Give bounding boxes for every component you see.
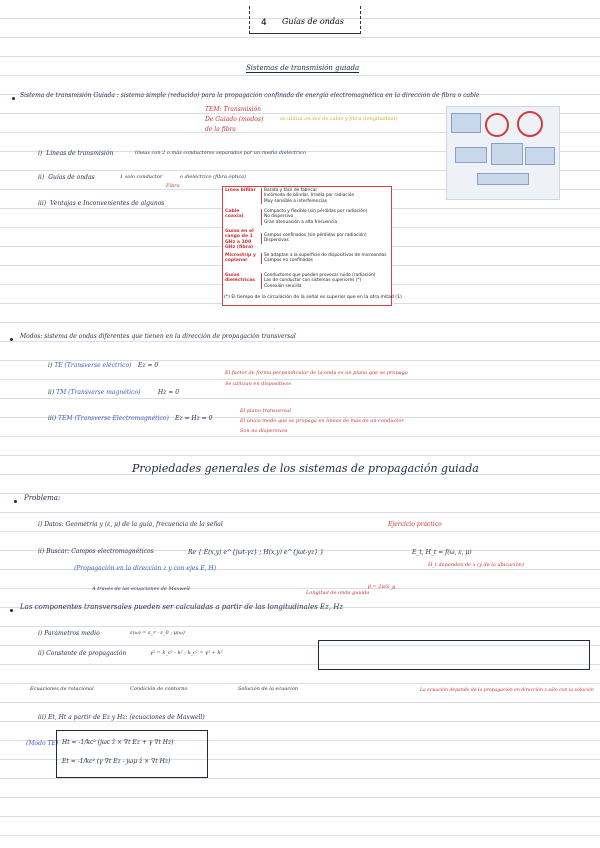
table-row: [223, 273, 391, 295]
bullet: [12, 97, 15, 100]
table-row-body: [261, 273, 375, 289]
table-row: [223, 188, 391, 209]
components-a-text: Parámetros medio: [44, 630, 100, 637]
mode-te: i) TE (Transverse eléctrico): [48, 362, 132, 369]
problem-line1: i) Datos: Geometría y (ε, μ) de la guía, frecuencia de la señal: [38, 521, 223, 528]
intro-text: Sistema de transmisión Guiada : sistema simple (reducido) para la propagación confinada de energía electromagnética en la dirección de fibra o cable: [20, 92, 480, 99]
problem-sub: A través de las ecuaciones de Maxwell: [92, 586, 190, 592]
final-equations-box: [56, 730, 208, 778]
table-row-head: Cable coaxial: [225, 209, 244, 220]
table-cell: Dispersivas: [264, 238, 289, 244]
components-title: Las componentes transversales pueden ser calculadas a partir de las longitudinales Ez, Hz: [20, 603, 344, 611]
components-c-red: La ecuación depende de la propagación en dirección z sólo con la solución: [420, 688, 594, 693]
components-c-mid: Condición de contorno: [130, 686, 188, 692]
mode-te-note1: El factor de forma perpendicular de la onda es un plano que se propaga: [225, 370, 408, 376]
chapter-header: [249, 6, 361, 34]
mode-te-eq: Ez = 0: [138, 362, 159, 369]
bullet: [10, 609, 13, 612]
table-cell: Se adaptan a la superficie de dispositivos de microondas: [264, 253, 387, 258]
components-b-eq: γ² = k_c² - k² ; k_c² = γ² + k²: [150, 650, 223, 656]
components-d: iii) Et, Ht a partir de Ez y Hz: (ecuaciones de Maxwell): [38, 714, 205, 721]
components-d-text: Et, Ht a partir de Ez y Hz: (ecuaciones de Maxwell): [48, 714, 205, 721]
table-cell: Gran atenuación a alta frecuencia: [264, 219, 338, 225]
table-cell: Compacto y flexible (sin pérdidas por radiación): [264, 209, 368, 214]
table-cell: Barata y fácil de fabricar: [264, 188, 318, 193]
chapter-title: Guías de ondas: [282, 17, 344, 26]
table-row-body: [261, 209, 367, 225]
table-cell: Campos no confinados: [264, 258, 313, 264]
table-cell: Conexión sencilla: [264, 283, 302, 289]
mode-tem: iii) TEM (Transverse Electromagnético): [48, 415, 169, 422]
table-row: [223, 229, 391, 251]
intro-type-b: De Guiado (modos): [205, 116, 264, 123]
section-title-1: Sistemas de transmisión guiada: [246, 64, 360, 72]
mode-te-note2: Se utilizan en dispositivos: [225, 381, 291, 387]
diagram-box: [525, 147, 555, 165]
list-item-1-note: líneas con 2 o más conductores separados por un medio dieléctrico: [135, 150, 306, 156]
mode-te-name: TE (Transverse eléctrico): [54, 362, 132, 369]
components-c-left: Ecuaciones de rotacional: [30, 686, 94, 692]
list-item-1: i) Líneas de transmisión: [38, 150, 114, 157]
problem-line1-red: Ejercicio práctico: [388, 521, 442, 528]
matrix-equation-box: [318, 640, 590, 670]
coax-ring: [485, 113, 509, 137]
comparison-table: [222, 186, 392, 306]
list-item-3: iii) Ventajas e Inconvenientes de algunos: [38, 200, 165, 207]
list-item-2-red: Fibra: [166, 183, 180, 189]
problem-beta: β = 2π/λ_g: [368, 584, 396, 590]
diagram-box: [477, 173, 529, 185]
components-a-eq: ε(ω) = ε_r · ε_0 ; μ(ω): [130, 630, 185, 636]
mode-tem-name: TEM (Transverse Electromagnético): [58, 415, 169, 422]
section-title-2: Propiedades generales de los sistemas de propagación guiada: [132, 462, 479, 475]
list-item-2-note: 1 solo conductor: [120, 174, 163, 180]
table-row-head: Guías en el rango de 1 GHz a 100 GHz (fibra): [225, 229, 254, 251]
modes-title: Modos: sistema de ondas diferentes que tienen en la dirección de propagación transversal: [20, 333, 296, 340]
components-b: ii) Constante de propagación: [38, 650, 127, 657]
diagram-box: [491, 143, 523, 165]
problem-eq2-red: H_t dependen de x (y de la ubicación): [428, 562, 524, 568]
table-row-head: Microstrip y coplanar: [225, 253, 256, 264]
mode-tem-eq: Ez = Hz = 0: [175, 415, 213, 422]
problem-line2-blue: (Propagación en la dirección z y con ejes E, H): [74, 565, 217, 572]
table-row-body: [261, 188, 354, 204]
list-item-1-title: Líneas de transmisión: [46, 150, 114, 157]
ht-equation: Ht = -1/kc² (jωε ẑ × ∇t Ez + γ ∇t Hz): [62, 739, 174, 746]
bullet: [14, 500, 17, 503]
table-row-head: Guías dieléctricas: [225, 273, 255, 284]
components-c-right: Solución de la ecuación: [238, 686, 298, 692]
mode-tem-note3: Son no dispersivos: [240, 428, 288, 434]
chapter-number: 4: [261, 18, 267, 28]
problem-label: Problema:: [24, 494, 61, 502]
list-item-2-note2: o dieléctrico (fibra óptica): [180, 174, 247, 180]
problem-eq1: Re { E(x,y) e^{jωt-γz} ; H(x,y) e^{jωt-γz} }: [188, 549, 324, 556]
et-equation: Et = -1/kc² (γ ∇t Ez - jωμ ẑ × ∇t Hz): [62, 758, 171, 765]
table-cell: Las de conductor con sistemas superiores (*): [264, 278, 362, 284]
table-row: [223, 253, 391, 271]
bullet: [10, 338, 13, 341]
table-row-body: [261, 253, 387, 264]
diagram-box: [451, 113, 481, 133]
mode-tm: ii) TM (Transverse magnético): [48, 389, 141, 396]
list-item-3-title: Ventajas e Inconvenientes de algunos: [50, 200, 165, 207]
problem-line2-text: Buscar: Campos electromagnéticos: [46, 548, 154, 555]
diagram-box: [455, 147, 487, 163]
table-row-head: Línea bifilar: [225, 188, 256, 193]
table-row: [223, 209, 391, 228]
table-cell: Campos confinados (sin pérdidas por radiación): [264, 233, 367, 238]
table-footnote: (*) El tiempo de la circulación de la señal es superior que en la otra mitad (1): [224, 295, 402, 300]
components-b-text: Constante de propagación: [46, 650, 127, 657]
problem-eq2: E_t, H_t = f(ω, ε, μ): [412, 549, 472, 556]
table-cell: Muy sensible a interferencias: [264, 198, 327, 204]
table-cell: Conductores que pueden provocar ruido (radiación): [264, 273, 376, 278]
coax-ring: [517, 111, 543, 137]
problem-line1-text: Datos: Geometría y (ε, μ) de la guía, frecuencia de la señal: [44, 521, 223, 528]
intro-type-note: se utiliza en vez de cable y fibra (longitudinal): [280, 116, 398, 122]
waveguide-diagram: [446, 106, 560, 200]
components-side: (Modo TE): [26, 740, 59, 747]
components-a: i) Parámetros medio: [38, 630, 100, 637]
mode-tm-eq: Hz = 0: [158, 389, 180, 396]
problem-beta-label: Longitud de onda guiada: [306, 590, 370, 596]
mode-tem-note2: El único modo que se propaga en líneas de más de un conductor: [240, 418, 404, 424]
table-cell: Incómoda de blindar. Irradia por radiación: [264, 193, 355, 199]
table-cell: No dispersivo: [264, 214, 294, 220]
intro-type-a: TEM: Transmisión: [205, 106, 261, 113]
problem-line2: ii) Buscar: Campos electromagnéticos: [38, 548, 154, 555]
table-row-body: [261, 233, 367, 244]
list-item-2: ii) Guías de ondas: [38, 174, 95, 181]
intro-type-c: de la fibra: [205, 126, 236, 133]
mode-tem-note1: El plano transversal: [240, 408, 291, 414]
list-item-2-title: Guías de ondas: [48, 174, 95, 181]
mode-tm-name: TM (Transverse magnético): [56, 389, 141, 396]
